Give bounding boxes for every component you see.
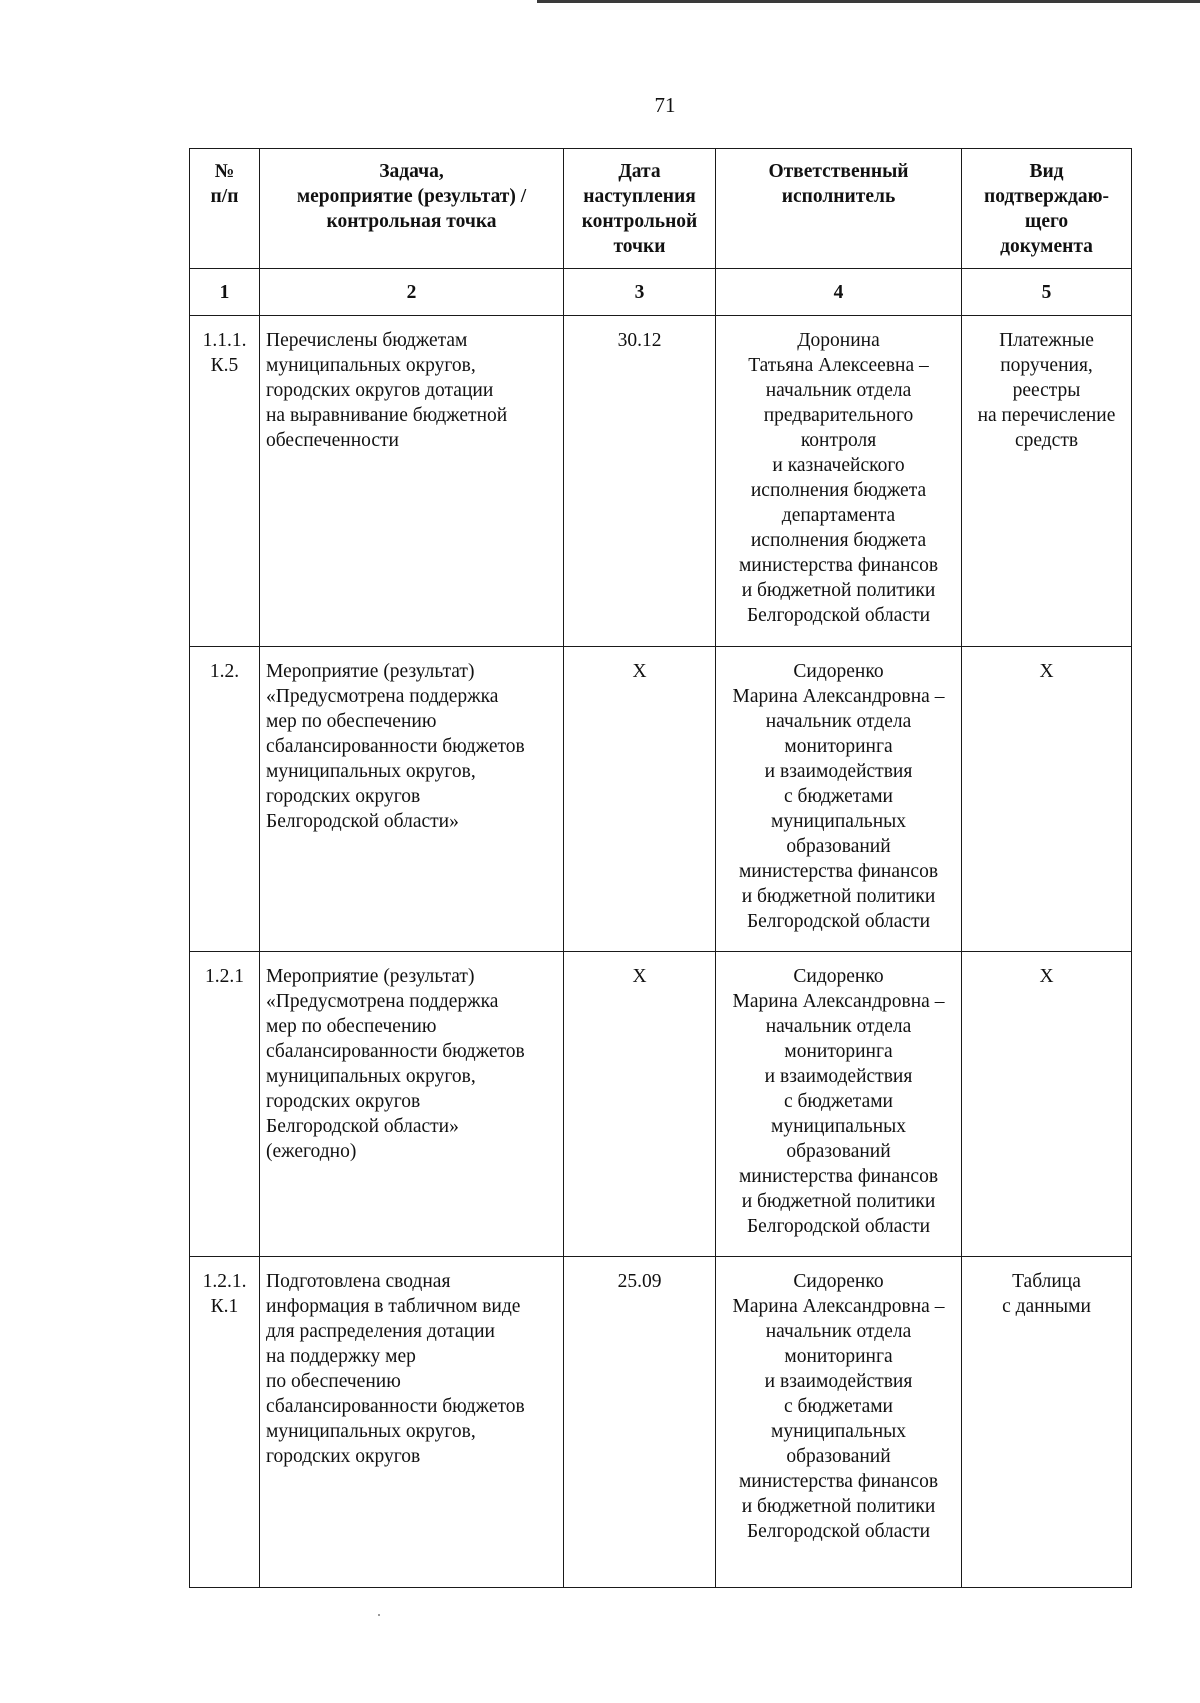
cell-line: 1.1.1. bbox=[202, 330, 247, 351]
cell-line: Белгородской области bbox=[746, 1521, 931, 1542]
cell-line: на поддержку мер bbox=[266, 1346, 416, 1367]
task-cell bbox=[260, 1257, 564, 1588]
column-number: 2 bbox=[260, 269, 564, 316]
cell-line: Х bbox=[1039, 661, 1054, 682]
column-number: 4 bbox=[716, 269, 962, 316]
cell-line: с бюджетами bbox=[783, 786, 893, 807]
header-responsible bbox=[716, 149, 962, 269]
cell-line: Платежные bbox=[999, 330, 1094, 351]
cell-line: «Предусмотрена поддержка bbox=[266, 686, 499, 707]
cell-line: обеспеченности bbox=[266, 430, 399, 451]
cell-line: мер по обеспечению bbox=[266, 1016, 437, 1037]
cell-line: исполнитель bbox=[781, 186, 896, 207]
cell-line: 1.2. bbox=[209, 661, 240, 682]
cell-line: мероприятие (результат) / bbox=[296, 186, 527, 207]
cell-line: министерства финансов bbox=[738, 861, 939, 882]
cell-line: средств bbox=[1014, 430, 1079, 451]
document-cell bbox=[962, 1257, 1132, 1588]
cell-line: Подготовлена сводная bbox=[266, 1271, 451, 1292]
cell-line: Х bbox=[1039, 966, 1054, 987]
cell-line: контрольной bbox=[581, 211, 698, 232]
cell-line: исполнения бюджета bbox=[750, 530, 927, 551]
task-cell bbox=[260, 647, 564, 952]
cell-line: «Предусмотрена поддержка bbox=[266, 991, 499, 1012]
cell-line: Сидоренко bbox=[793, 966, 884, 987]
task-cell bbox=[260, 952, 564, 1257]
control-points-table-wrapper bbox=[189, 148, 1132, 1588]
cell-line: Марина Александровна – bbox=[732, 1296, 945, 1317]
table-row bbox=[190, 1257, 1132, 1588]
cell-line: на выравнивание бюджетной bbox=[266, 405, 508, 426]
cell-line: Мероприятие (результат) bbox=[266, 966, 475, 987]
cell-line: муниципальных bbox=[770, 1116, 906, 1137]
cell-line: Дата bbox=[618, 161, 661, 182]
cell-line: Белгородской области» bbox=[266, 811, 459, 832]
task-cell bbox=[260, 316, 564, 647]
cell-line: и бюджетной политики bbox=[741, 886, 936, 907]
cell-line: начальник отдела bbox=[765, 711, 912, 732]
cell-line: 30.12 bbox=[617, 330, 662, 351]
cell-line: муниципальных округов, bbox=[266, 761, 476, 782]
cell-line: образований bbox=[786, 1446, 891, 1467]
header-date bbox=[564, 149, 716, 269]
column-number-row bbox=[190, 269, 1132, 316]
cell-line: департамента bbox=[781, 505, 896, 526]
date-cell bbox=[564, 1257, 716, 1588]
cell-line: 25.09 bbox=[617, 1271, 662, 1292]
cell-line: Задача, bbox=[379, 161, 444, 182]
cell-line: (ежегодно) bbox=[266, 1141, 357, 1162]
cell-line: Белгородской области bbox=[746, 911, 931, 932]
cell-line: городских округов bbox=[266, 1091, 421, 1112]
row-number-cell bbox=[190, 952, 260, 1257]
cell-line: Татьяна Алексеевна – bbox=[748, 355, 929, 376]
cell-line: К.1 bbox=[210, 1296, 239, 1317]
cell-line: документа bbox=[1000, 236, 1093, 257]
cell-line: и взаимодействия bbox=[764, 1371, 913, 1392]
cell-line: 1.2.1. bbox=[202, 1271, 247, 1292]
table-row bbox=[190, 952, 1132, 1257]
cell-line: наступления bbox=[583, 186, 696, 207]
cell-line: № bbox=[214, 161, 235, 182]
page-number: 71 bbox=[654, 93, 676, 117]
date-cell bbox=[564, 952, 716, 1257]
cell-line: исполнения бюджета bbox=[750, 480, 927, 501]
cell-line: Сидоренко bbox=[793, 1271, 884, 1292]
cell-line: на перечисление bbox=[977, 405, 1116, 426]
cell-line: министерства финансов bbox=[738, 1166, 939, 1187]
cell-line: п/п bbox=[210, 186, 239, 207]
header-task bbox=[260, 149, 564, 269]
cell-line: и казначейского bbox=[772, 455, 905, 476]
cell-line: и бюджетной политики bbox=[741, 1191, 936, 1212]
cell-line: реестры bbox=[1012, 380, 1081, 401]
cell-line: К.5 bbox=[210, 355, 239, 376]
cell-line: муниципальных округов, bbox=[266, 1066, 476, 1087]
cell-line: мониторинга bbox=[784, 736, 893, 757]
cell-line: Белгородской области» bbox=[266, 1116, 459, 1137]
cell-line: и бюджетной политики bbox=[741, 580, 936, 601]
cell-line: начальник отдела bbox=[765, 380, 912, 401]
cell-line: министерства финансов bbox=[738, 1471, 939, 1492]
responsible-cell bbox=[716, 1257, 962, 1588]
cell-line: Сидоренко bbox=[793, 661, 884, 682]
cell-line: и бюджетной политики bbox=[741, 1496, 936, 1517]
table-row bbox=[190, 316, 1132, 647]
column-number: 3 bbox=[564, 269, 716, 316]
cell-line: муниципальных округов, bbox=[266, 355, 476, 376]
cell-line: городских округов bbox=[266, 1446, 421, 1467]
document-cell bbox=[962, 316, 1132, 647]
cell-line: Х bbox=[632, 661, 647, 682]
cell-line: Белгородской области bbox=[746, 605, 931, 626]
cell-line: министерства финансов bbox=[738, 555, 939, 576]
cell-line: щего bbox=[1024, 211, 1069, 232]
cell-line: подтверждаю- bbox=[983, 186, 1110, 207]
cell-line: начальник отдела bbox=[765, 1016, 912, 1037]
date-cell bbox=[564, 316, 716, 647]
cell-line: информация в табличном виде bbox=[266, 1296, 521, 1317]
cell-line: городских округов дотации bbox=[266, 380, 494, 401]
scan-speck bbox=[378, 1614, 380, 1616]
table-row bbox=[190, 647, 1132, 952]
cell-line: и взаимодействия bbox=[764, 761, 913, 782]
row-number-cell bbox=[190, 647, 260, 952]
cell-line: Перечислены бюджетам bbox=[266, 330, 468, 351]
cell-line: контрольная точка bbox=[326, 211, 497, 232]
cell-line: мер по обеспечению bbox=[266, 711, 437, 732]
cell-line: городских округов bbox=[266, 786, 421, 807]
row-number-cell bbox=[190, 1257, 260, 1588]
cell-line: для распределения дотации bbox=[266, 1321, 495, 1342]
cell-line: Белгородской области bbox=[746, 1216, 931, 1237]
header-document bbox=[962, 149, 1132, 269]
cell-line: Марина Александровна – bbox=[732, 991, 945, 1012]
document-cell bbox=[962, 952, 1132, 1257]
document-cell bbox=[962, 647, 1132, 952]
cell-line: контроля bbox=[800, 430, 877, 451]
cell-line: 1.2.1 bbox=[205, 966, 244, 987]
cell-line: с данными bbox=[1002, 1296, 1091, 1317]
cell-line: Вид bbox=[1029, 161, 1064, 182]
cell-line: муниципальных округов, bbox=[266, 1421, 476, 1442]
cell-line: мониторинга bbox=[784, 1346, 893, 1367]
date-cell bbox=[564, 647, 716, 952]
cell-line: образований bbox=[786, 836, 891, 857]
responsible-cell bbox=[716, 316, 962, 647]
cell-line: Х bbox=[632, 966, 647, 987]
cell-line: поручения, bbox=[1000, 355, 1093, 376]
cell-line: муниципальных bbox=[770, 811, 906, 832]
cell-line: сбалансированности бюджетов bbox=[266, 1041, 525, 1062]
cell-line: с бюджетами bbox=[783, 1091, 893, 1112]
cell-line: Таблица bbox=[1012, 1271, 1081, 1292]
cell-line: Мероприятие (результат) bbox=[266, 661, 475, 682]
cell-line: с бюджетами bbox=[783, 1396, 893, 1417]
row-number-cell bbox=[190, 316, 260, 647]
cell-line: мониторинга bbox=[784, 1041, 893, 1062]
header-row bbox=[190, 149, 1132, 269]
cell-line: по обеспечению bbox=[266, 1371, 401, 1392]
cell-line: предварительного bbox=[763, 405, 914, 426]
cell-line: сбалансированности бюджетов bbox=[266, 736, 525, 757]
cell-line: и взаимодействия bbox=[764, 1066, 913, 1087]
cell-line: Марина Александровна – bbox=[732, 686, 945, 707]
cell-line: Доронина bbox=[797, 330, 880, 351]
cell-line: Ответственный bbox=[768, 161, 909, 182]
cell-line: образований bbox=[786, 1141, 891, 1162]
responsible-cell bbox=[716, 952, 962, 1257]
cell-line: начальник отдела bbox=[765, 1321, 912, 1342]
responsible-cell bbox=[716, 647, 962, 952]
header-number bbox=[190, 149, 260, 269]
cell-line: сбалансированности бюджетов bbox=[266, 1396, 525, 1417]
control-points-table bbox=[189, 148, 1132, 1588]
column-number: 1 bbox=[190, 269, 260, 316]
cell-line: муниципальных bbox=[770, 1421, 906, 1442]
cell-line: точки bbox=[613, 236, 666, 257]
top-rule bbox=[537, 0, 1200, 3]
column-number: 5 bbox=[962, 269, 1132, 316]
